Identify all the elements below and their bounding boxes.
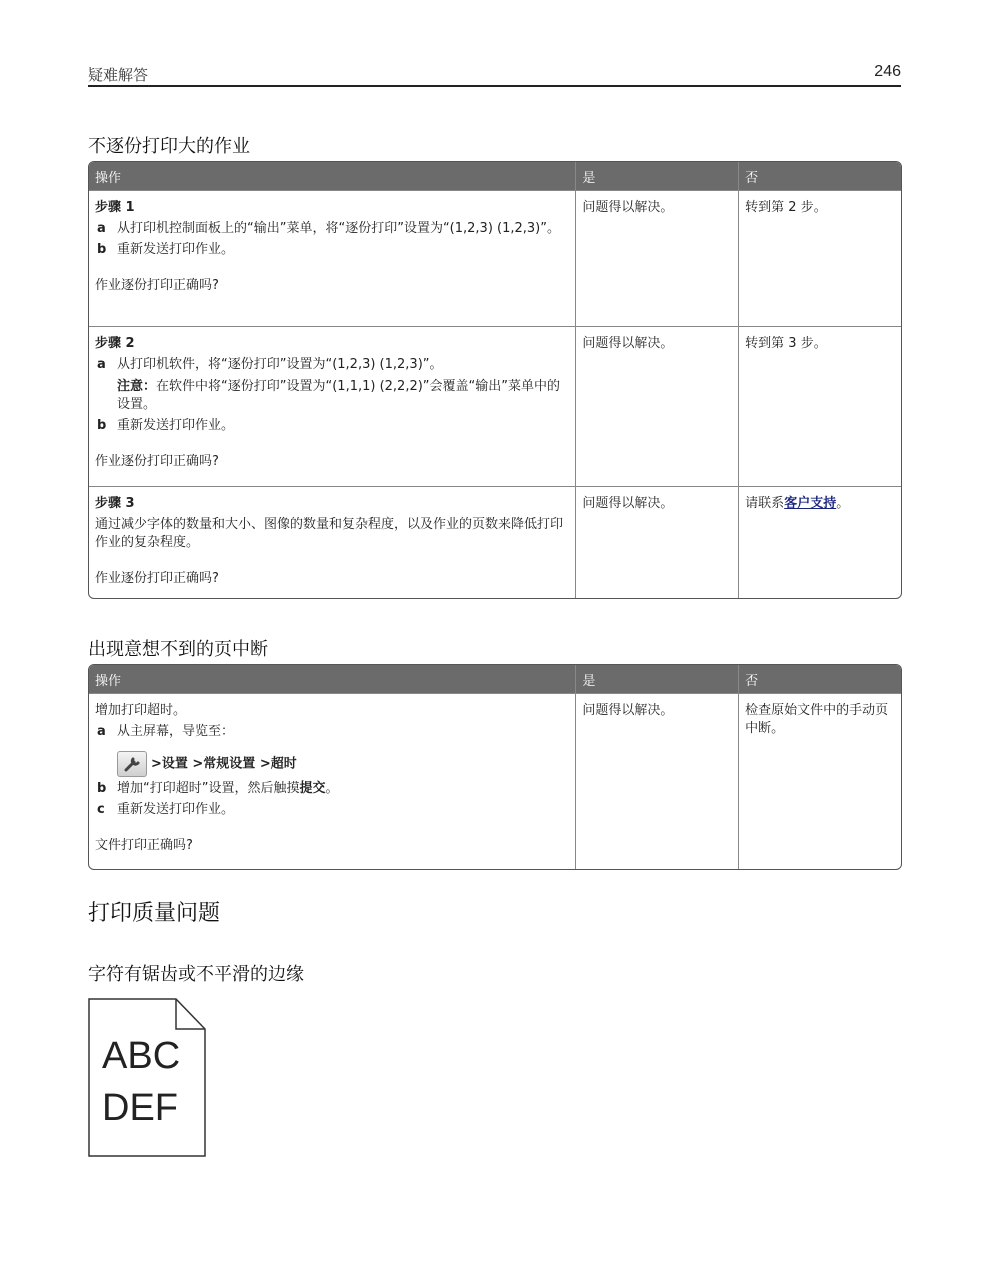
table-row [89,486,901,598]
customer-support-link[interactable]: 客户支持 [784,496,837,511]
step-label: 步骤 3 [95,496,135,511]
body-text: 通过减少字体的数量和大小、图像的数量和复杂程度，以及作业的页数来降低打印作业的复杂程度。 [95,517,564,550]
nav-path-line [95,751,569,777]
item-marker: a [97,724,106,739]
list-item [95,723,569,741]
no-cell: 转到第 2 步。 [738,190,901,326]
item-text: 从打印机控制面板上的“输出”菜单，将“逐份打印”设置为“(1,2,3) (1,2,3)”。 [117,221,560,236]
note [95,378,569,414]
yes-cell: 问题得以解决。 [575,326,738,486]
yes-cell: 问题得以解决。 [575,486,738,598]
question-text: 作业逐份打印正确吗? [95,454,219,469]
column-header-yes: 是 [575,665,738,693]
yes-cell: 问题得以解决。 [575,190,738,326]
page-break-table [88,664,902,870]
intro-text: 增加打印超时。 [95,703,187,718]
action-cell [89,486,575,598]
item-text: 重新发送打印作业。 [117,418,235,433]
column-header-yes: 是 [575,162,738,190]
wrench-icon [117,751,147,777]
item-text-prefix: 增加“打印超时”设置，然后触摸 [117,781,300,796]
column-header-action: 操作 [89,665,575,693]
section-title-print-quality: 打印质量问题 [88,901,221,926]
item-marker: c [97,802,105,817]
nav-path: >设置 >常规设置 >超时 [151,756,297,772]
note-text: 在软件中将“逐份打印”设置为“(1,1,1) (2,2,2)”会覆盖“输出”菜单中的设置。 [117,379,560,412]
item-text-suffix: 。 [325,781,339,796]
item-text: 从主屏幕，导览至： [117,724,235,739]
item-marker: a [97,357,106,372]
item-marker: b [97,242,107,257]
no-cell: 检查原始文件中的手动页中断。 [738,693,901,869]
no-prefix: 请联系 [745,496,785,511]
page-number: 246 [874,63,901,80]
step-label: 步骤 2 [95,336,135,351]
sample-text-line2: DEF [102,1087,178,1129]
item-marker: a [97,221,106,236]
list-item [95,417,569,435]
list-item [95,780,569,798]
action-cell [89,693,575,869]
section-title-page-breaks: 出现意想不到的页中断 [88,639,268,660]
column-header-no: 否 [738,162,901,190]
item-text: 重新发送打印作业。 [117,802,235,817]
action-cell [89,326,575,486]
column-header-no: 否 [738,665,901,693]
table-header-row [89,665,901,693]
table-header-row [89,162,901,190]
table-row [89,693,901,869]
item-marker: b [97,418,107,433]
note-label: 注意： [117,379,157,394]
section-title-jagged-edges: 字符有锯齿或不平滑的边缘 [88,964,304,985]
list-item [95,241,569,259]
item-text: 从打印机软件，将“逐份打印”设置为“(1,2,3) (1,2,3)”。 [117,357,443,372]
question-text: 作业逐份打印正确吗? [95,278,219,293]
header-divider [88,85,901,87]
no-suffix: 。 [836,496,850,511]
list-item [95,356,569,374]
item-marker: b [97,781,107,796]
section-title-collation: 不逐份打印大的作业 [88,136,250,157]
header-title: 疑难解答 [88,66,149,84]
table-row [89,326,901,486]
action-cell [89,190,575,326]
question-text: 作业逐份打印正确吗? [95,571,219,586]
collation-table [88,161,902,599]
item-text: 重新发送打印作业。 [117,242,235,257]
no-cell: 转到第 3 步。 [738,326,901,486]
yes-cell: 问题得以解决。 [575,693,738,869]
table-row [89,190,901,326]
sample-text-line1: ABC [102,1035,181,1077]
step-label: 步骤 1 [95,200,135,215]
list-item [95,801,569,819]
column-header-action: 操作 [89,162,575,190]
question-text: 文件打印正确吗? [95,838,193,853]
jagged-text-sample-illustration [88,998,208,1158]
list-item [95,220,569,238]
submit-label: 提交 [299,781,326,796]
no-cell [738,486,901,598]
